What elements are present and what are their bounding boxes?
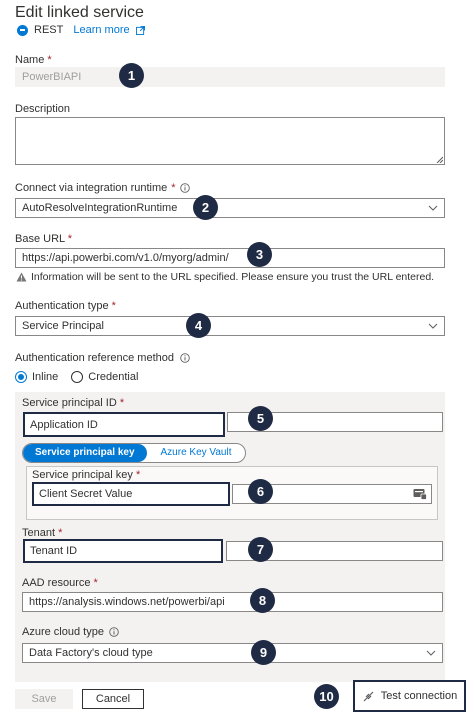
name-field[interactable]: PowerBIAPI [15,67,445,87]
radio-credential[interactable] [71,371,83,383]
auth-ref-label-row [15,352,190,364]
callout-10: 10 [314,684,339,709]
test-connection-button[interactable]: Test connection [353,680,466,712]
sp-id-label: Service principal ID * [22,397,125,409]
callout-3: 3 [247,242,272,267]
info-icon[interactable] [180,353,190,363]
chevron-down-icon [428,205,438,211]
auth-ref-label: Authentication reference method [15,352,174,364]
callout-2: 2 [193,195,218,220]
service-type-row [17,24,145,36]
page-title: Edit linked service [15,4,144,21]
base-url-warning: Information will be sent to the URL specified. Please ensure you trust the URL entered. [16,271,434,283]
sp-id-input[interactable]: Application ID [23,412,225,437]
auth-type-label: Authentication type * [15,300,116,312]
description-textarea[interactable] [15,117,445,165]
callout-4: 4 [186,313,211,338]
resize-handle-icon[interactable] [436,156,443,163]
learn-more-link[interactable]: Learn more [73,24,130,36]
toggle-azure-key-vault[interactable]: Azure Key Vault [160,447,232,458]
save-button[interactable]: Save [15,689,73,709]
name-label: Name * [15,54,52,66]
service-type-label: REST [34,24,64,36]
key-vault-icon[interactable] [413,488,427,500]
callout-6: 6 [248,479,273,504]
rest-icon [17,25,28,36]
sp-credential-toggle [22,443,246,463]
base-url-input[interactable]: https://api.powerbi.com/v1.0/myorg/admin/ [15,248,445,268]
tenant-input[interactable]: Tenant ID [23,539,223,563]
runtime-label-row: Connect via integration runtime * [15,182,190,194]
external-link-icon[interactable] [136,26,145,35]
cloud-type-label-row [22,626,119,638]
tenant-label: Tenant * [22,527,63,539]
auth-type-select[interactable]: Service Principal [15,316,445,336]
toggle-service-principal-key[interactable]: Service principal key [23,444,147,462]
radio-inline[interactable] [15,371,27,383]
callout-9: 9 [251,640,276,665]
callout-5: 5 [248,406,273,431]
sp-key-input[interactable]: Client Secret Value [32,482,230,506]
info-icon[interactable] [109,627,119,637]
cancel-button[interactable]: Cancel [82,689,144,709]
callout-8: 8 [250,588,275,613]
plug-icon [362,690,375,703]
chevron-down-icon [426,650,436,656]
cloud-type-select[interactable]: Data Factory's cloud type [22,643,443,663]
cloud-type-label: Azure cloud type [22,626,104,638]
description-label: Description [15,103,71,115]
callout-7: 7 [248,537,273,562]
warning-icon [16,272,27,282]
callout-1: 1 [119,63,144,88]
runtime-label: Connect via integration runtime [15,182,168,194]
aad-resource-label: AAD resource * [22,577,98,589]
sp-key-label: Service principal key * [32,469,141,481]
auth-ref-radio-group: Inline Credential [15,371,138,383]
aad-resource-input[interactable]: https://analysis.windows.net/powerbi/api [22,592,443,612]
info-icon[interactable] [180,183,190,193]
runtime-select[interactable]: AutoResolveIntegrationRuntime [15,198,445,218]
base-url-label: Base URL * [15,233,73,245]
chevron-down-icon [428,323,438,329]
